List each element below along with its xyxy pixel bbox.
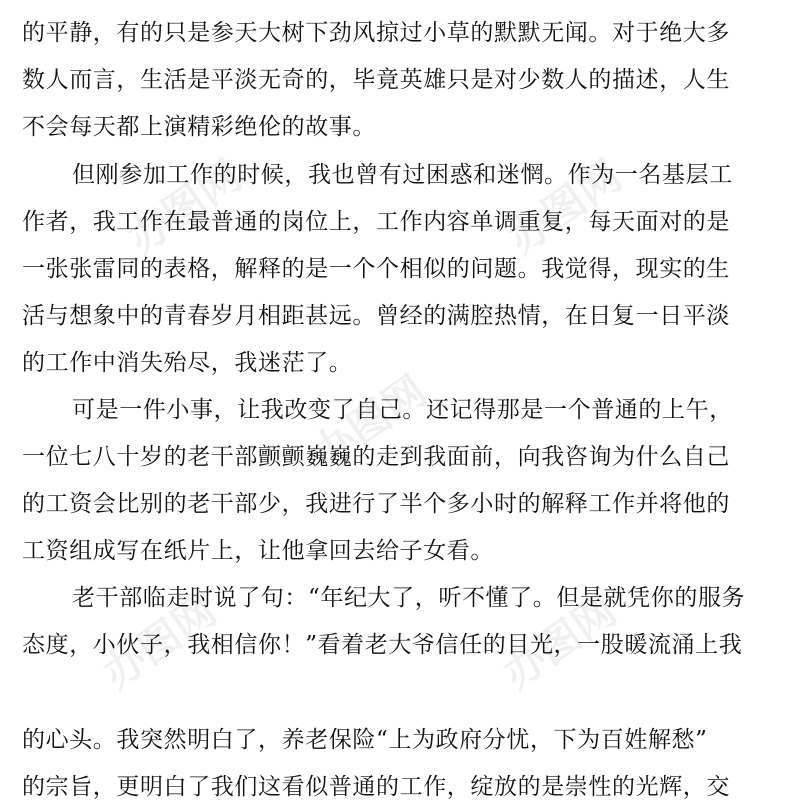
text-line: 作者，我工作在最普通的岗位上，工作内容单调重复，每天面对的是 xyxy=(22,209,730,235)
text-line: 的工资会比别的老干部少，我进行了半个多小时的解释工作并将他的 xyxy=(22,491,730,517)
watermark-logo: 办图网 xyxy=(303,365,436,479)
paragraph-start: 可是一件小事，让我改变了自己。还记得那是一个普通的上午， xyxy=(72,397,733,423)
text-line: 的心头。我突然明白了，养老保险“上为政府分忧，下为百姓解愁” xyxy=(22,727,708,753)
text-line: 活与想象中的青春岁月相距甚远。曾经的满腔热情，在日复一日平淡 xyxy=(22,303,730,329)
text-line-cut-off: 的宗旨，更明白了我们这看似普通的工作，绽放的是崇性的光辉，交 xyxy=(22,774,730,800)
text-line: 不会每天都上演精彩绝伦的故事。 xyxy=(22,114,376,140)
watermark-logo: 办图网 xyxy=(498,150,631,264)
watermark-logo: 办图网 xyxy=(493,585,626,699)
text-line: 一张张雷同的表格，解释的是一个个相似的问题。我觉得，现实的生 xyxy=(22,256,730,282)
text-line: 的平静，有的只是参天大树下劲风掠过小草的默默无闻。对于绝大多 xyxy=(22,20,730,46)
watermark-logo: 办图网 xyxy=(118,150,251,264)
text-line: 的工作中消失殆尽，我迷茫了。 xyxy=(22,350,353,376)
text-line: 一位七八十岁的老干部颤颤巍巍的走到我面前，向我咨询为什么自己 xyxy=(22,444,730,470)
text-line: 数人而言，生活是平淡无奇的，毕竟英雄只是对少数人的描述，人生 xyxy=(22,67,730,93)
watermark-logo: 办图网 xyxy=(93,585,226,699)
paragraph-start: 但刚参加工作的时候，我也曾有过困惑和迷惘。作为一名基层工 xyxy=(72,162,733,188)
paragraph-start: 老干部临走时说了句：“年纪大了，听不懂了。但是就凭你的服务 xyxy=(72,585,746,611)
text-line: 工资组成写在纸片上，让他拿回去给子女看。 xyxy=(22,538,494,564)
text-line: 态度，小伙子，我相信你！”看着老大爷信任的目光，一股暖流涌上我 xyxy=(22,632,743,658)
